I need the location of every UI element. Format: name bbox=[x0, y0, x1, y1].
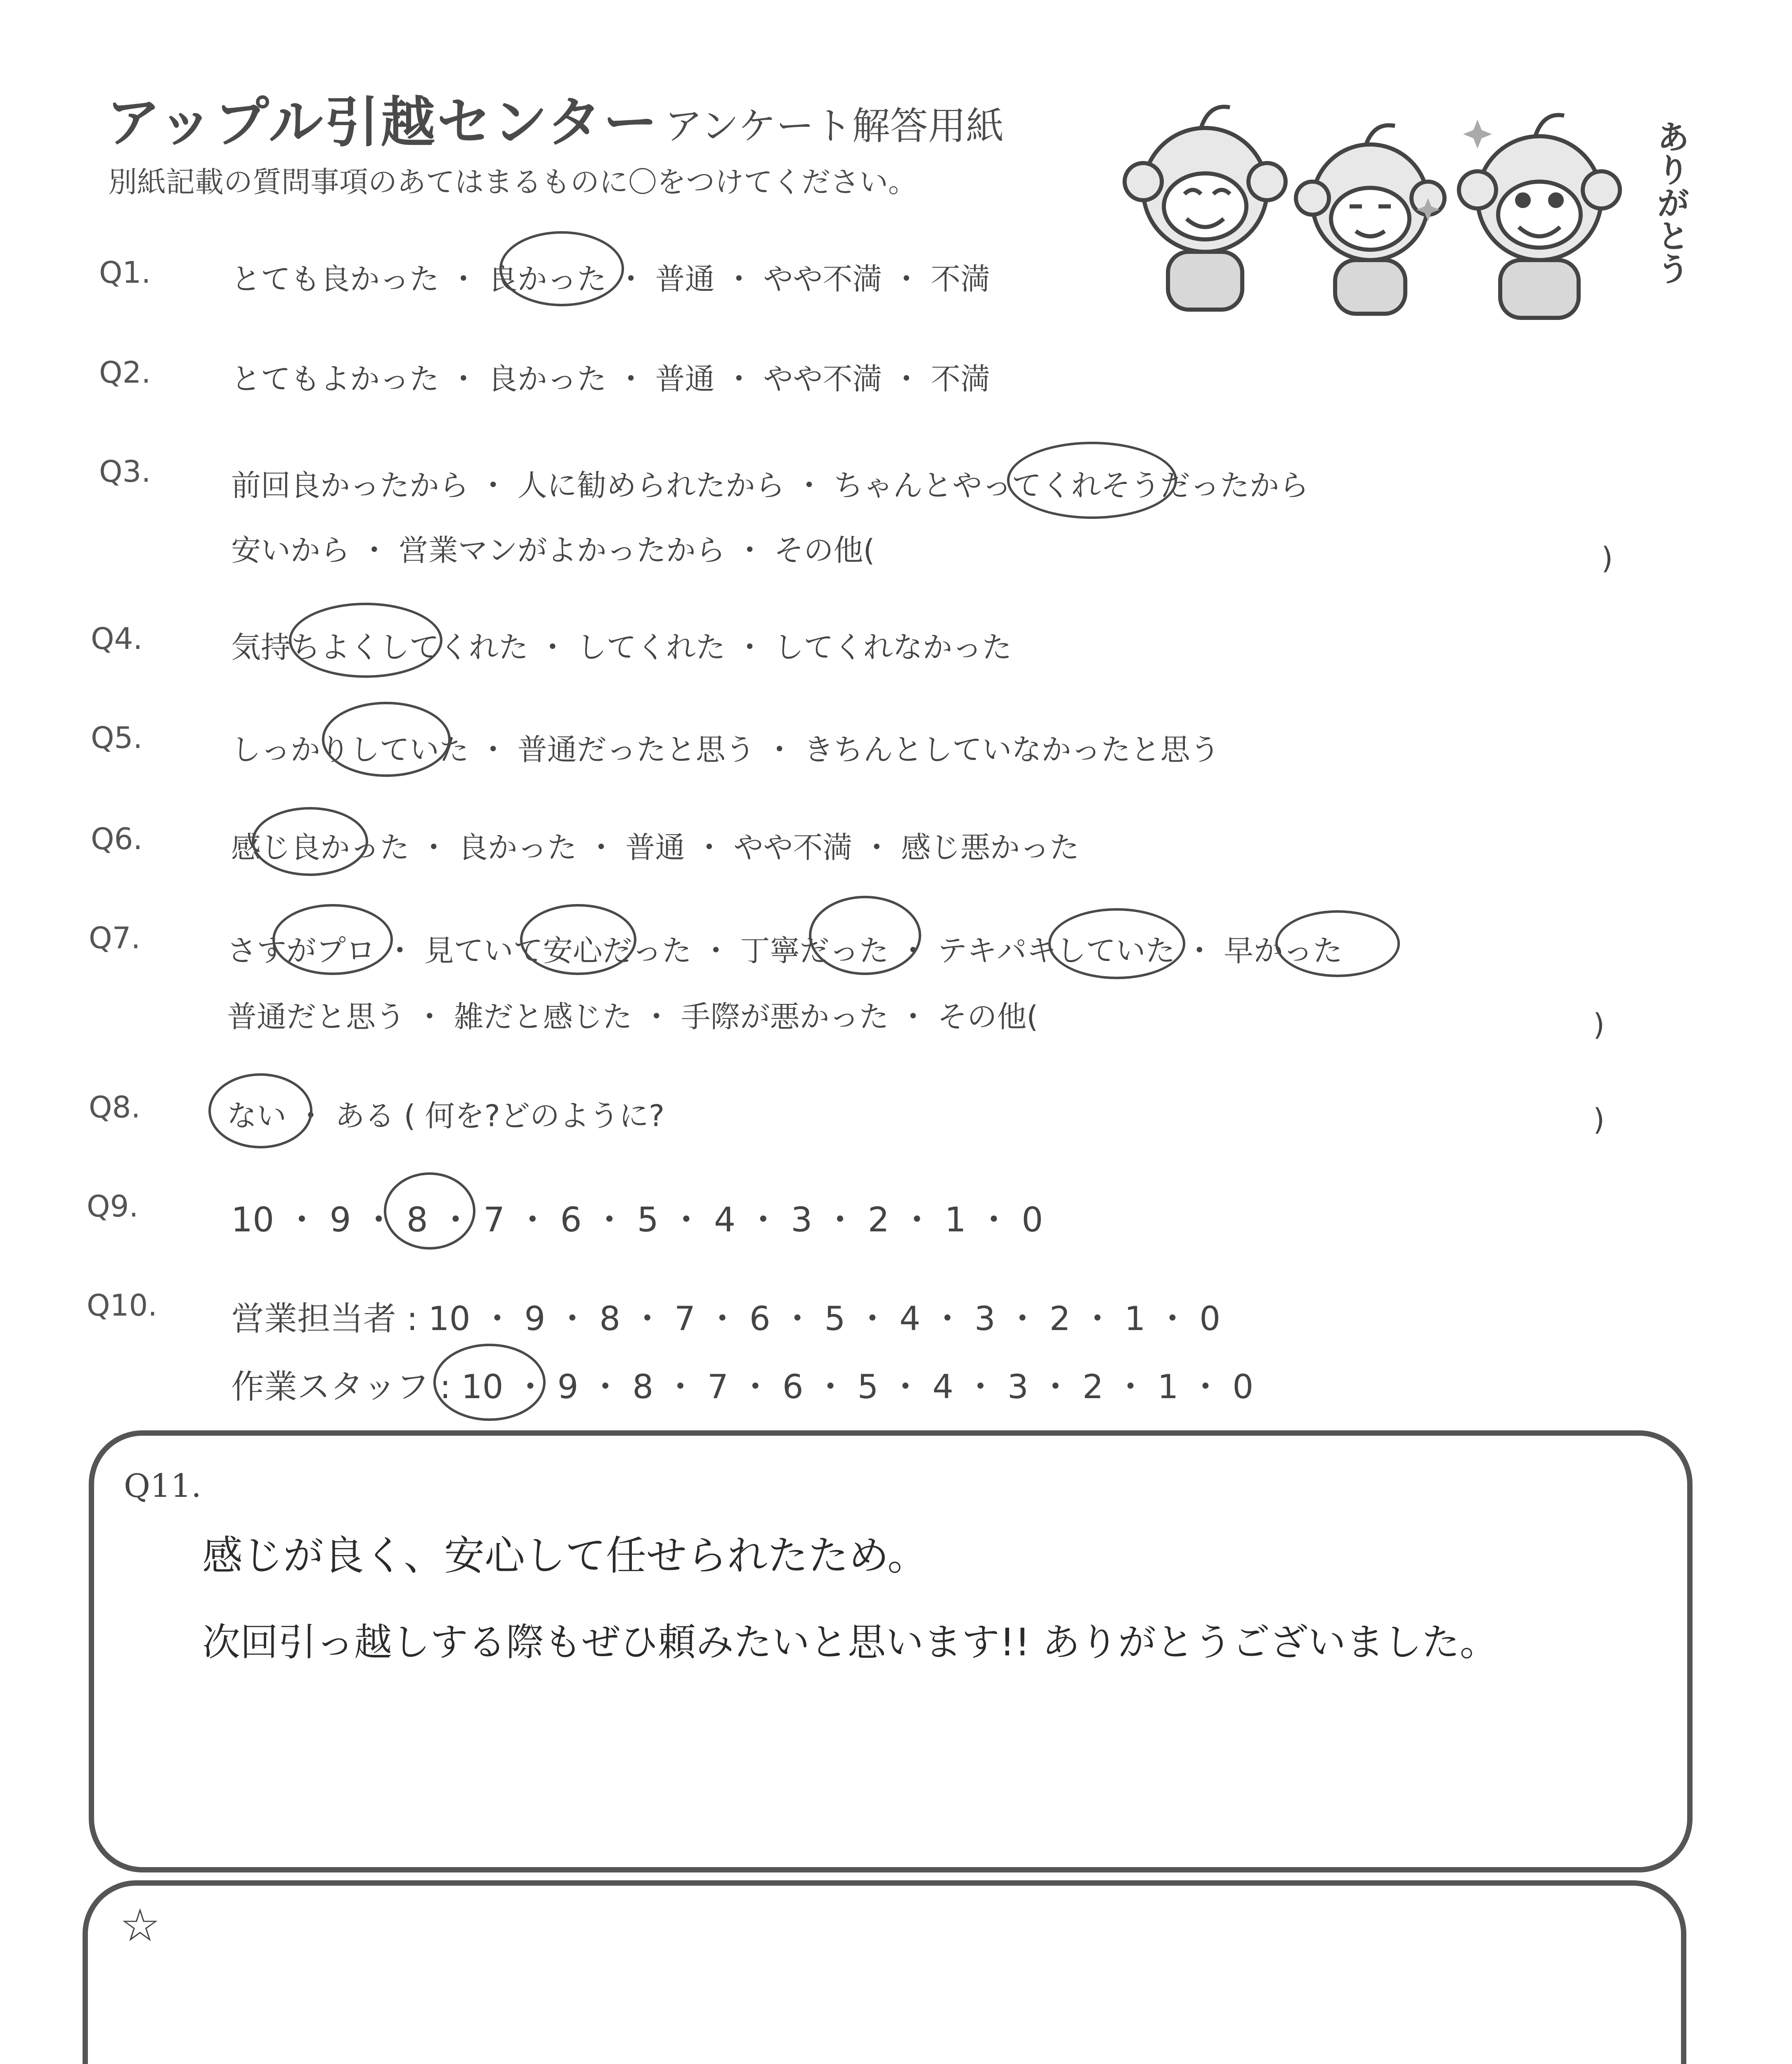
answer-circle bbox=[1275, 910, 1400, 977]
star-icon: ☆ bbox=[120, 1899, 161, 1952]
q3-close-paren: ) bbox=[1601, 541, 1613, 575]
q6-label: Q6. bbox=[91, 821, 143, 856]
q7-close-paren: ) bbox=[1593, 1007, 1605, 1042]
q7-options-line2: 普通だと思う ・ 雑だと感じた ・ 手際が悪かった ・ その他( bbox=[227, 999, 1038, 1034]
answer-circle bbox=[809, 896, 921, 975]
q9-scale: 10 ・ 9 ・ 8 ・ 7 ・ 6 ・ 5 ・ 4 ・ 3 ・ 2 ・ 1 ・ 0 bbox=[231, 1200, 1043, 1240]
company-title: アップル引越センター bbox=[106, 91, 660, 154]
q3-options-line2: 安いから ・ 営業マンがよかったから ・ その他( bbox=[231, 533, 875, 568]
q11-label: Q11. bbox=[124, 1468, 201, 1505]
q5-options: しっかりしていた ・ 普通だったと思う ・ きちんとしていなかったと思う bbox=[231, 732, 1220, 767]
q10-label: Q10. bbox=[87, 1288, 158, 1323]
answer-circle bbox=[1007, 442, 1177, 519]
mascot-thanks-text: ありがとう bbox=[1651, 120, 1690, 285]
answer-circle bbox=[384, 1172, 475, 1250]
q4-label: Q4. bbox=[91, 621, 143, 656]
q7-label: Q7. bbox=[89, 921, 141, 955]
q7-options-line1: さすがプロ ・ 見ていて安心だった ・ 丁寧だった ・ テキパキしていた ・ 早かった bbox=[227, 933, 1343, 968]
instruction-text: 別紙記載の質問事項のあてはまるものに〇をつけてください。 bbox=[108, 165, 917, 199]
q10-sales-scale: 営業担当者 : 10 ・ 9 ・ 8 ・ 7 ・ 6 ・ 5 ・ 4 ・ 3 ・ 2 ・ 1 ・ 0 bbox=[231, 1299, 1221, 1338]
q6-options: 感じ良かった ・ 良かった ・ 普通 ・ やや不満 ・ 感じ悪かった bbox=[231, 830, 1080, 865]
q11-comment-line1: 感じが良く、安心して任せられたため。 bbox=[202, 1532, 928, 1579]
answer-circle bbox=[1048, 908, 1185, 979]
q1-options: とても良かった ・ 良かった ・ 普通 ・ やや不満 ・ 不満 bbox=[231, 262, 991, 296]
q2-options: とてもよかった ・ 良かった ・ 普通 ・ やや不満 ・ 不満 bbox=[231, 362, 991, 396]
answer-circle bbox=[272, 904, 393, 975]
q3-label: Q3. bbox=[99, 454, 151, 489]
q8-options: ない ・ ある ( 何を?どのように? bbox=[227, 1098, 665, 1133]
answer-circle bbox=[289, 603, 442, 678]
q9-label: Q9. bbox=[87, 1189, 139, 1224]
q5-label: Q5. bbox=[91, 720, 143, 755]
q4-options: 気持ちよくしてくれた ・ してくれた ・ してくれなかった bbox=[231, 630, 1012, 665]
answer-circle bbox=[208, 1073, 312, 1148]
answer-circle bbox=[322, 702, 451, 777]
q10-staff-scale: 作業スタッフ : 10 ・ 9 ・ 8 ・ 7 ・ 6 ・ 5 ・ 4 ・ 3 ・ 2 ・ 1 ・ 0 bbox=[231, 1368, 1254, 1406]
mascot-illustration bbox=[1114, 95, 1692, 326]
q2-label: Q2. bbox=[99, 355, 151, 390]
answer-circle bbox=[252, 807, 368, 876]
star-comment-box bbox=[83, 1880, 1686, 2064]
answer-circle bbox=[499, 231, 624, 306]
q11-comment-line2: 次回引っ越しする際もぜひ頼みたいと思います!! ありがとうございました。 bbox=[202, 1620, 1498, 1664]
q1-label: Q1. bbox=[99, 255, 151, 290]
answer-circle bbox=[433, 1344, 546, 1421]
answer-circle bbox=[520, 904, 636, 975]
q3-options-line1: 前回良かったから ・ 人に勧められたから ・ ちゃんとやってくれそうだったから bbox=[231, 468, 1309, 503]
q8-close-paren: ) bbox=[1593, 1102, 1605, 1137]
q8-label: Q8. bbox=[89, 1090, 141, 1124]
form-title: アンケート解答用紙 bbox=[664, 104, 1004, 148]
